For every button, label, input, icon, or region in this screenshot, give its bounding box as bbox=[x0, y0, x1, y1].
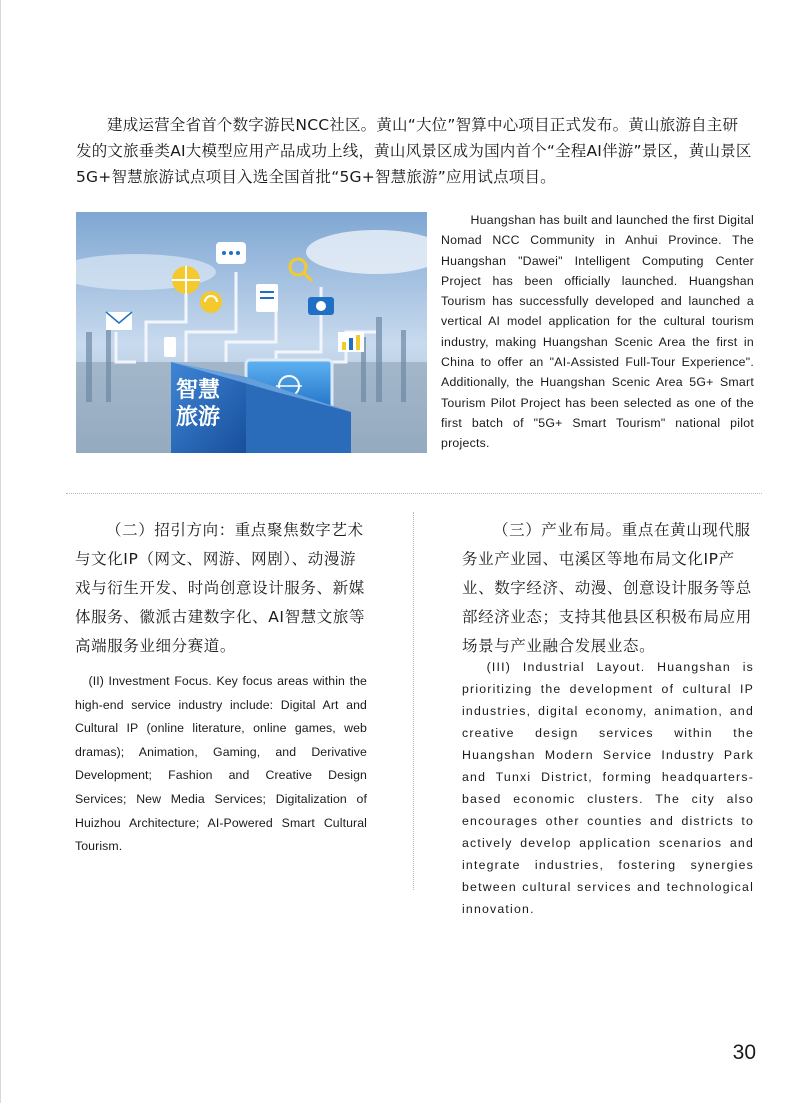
smart-tourism-illustration bbox=[76, 212, 427, 453]
document-icon bbox=[256, 284, 278, 312]
sign-text-line1: 智慧 bbox=[176, 378, 221, 403]
column-divider bbox=[413, 512, 414, 890]
investment-focus-chinese: （二）招引方向：重点聚焦数字艺术与文化IP（网文、网游、网剧）、动漫游戏与衍生开发、时尚创意设计服务、新媒体服务、徽派古建数字化、AI智慧文旅等高端服务业细分赛道。 bbox=[75, 521, 366, 655]
wifi-icon bbox=[200, 291, 222, 313]
industrial-layout-english: (III) Industrial Layout. Huangshan is prioritizing the development of cultural IP industries, digital economy, animation, and creative design services within the Huangshan Modern Service Industry Park and Tunxi District, forming headquarters-based economic clusters. The city also encourages other counties and districts to actively develop application scenarios and integrate industries, fostering synergies between cultural services and technological innovation. bbox=[462, 660, 754, 916]
industrial-layout-chinese: （三）产业布局。重点在黄山现代服务业产业园、屯溪区等地布局文化IP产业、数字经济、动漫、创意设计服务等总部经济业态；支持其他县区积极布局应用场景与产业融合发展业态。 bbox=[462, 521, 752, 655]
chart-icon bbox=[338, 332, 364, 352]
intro-paragraph-english: Huangshan has built and launched the first Digital Nomad NCC Community in Anhui Province. The Huangshan "Dawei" Intelligent Computing Center Project has been officially launched. Huangshan Tourism has successfully developed and launched a vertical AI model application for the cultural tourism industry, making Huangshan Scenic Area the first in China to offer an "AI-Assisted Full-Tour Experience". Additionally, the Huangshan Scenic Area 5G+ Smart Tourism Pilot Project has been selected as one of the first batch of "5G+ Smart Tourism" national pilot projects. bbox=[441, 213, 754, 451]
investment-focus-english: (II) Investment Focus. Key focus areas within the high-end service industry include: Digital Art and Cultural IP (online literature, online games, web dramas); Animation, Gaming, and Derivative Development; Fashion and Creative Design Services; New Media Services; Digitalization of Huizhou Architecture; AI-Powered Smart Cultural Tourism. bbox=[75, 674, 367, 854]
sign-text-line2: 旅游 bbox=[176, 405, 221, 430]
globe-icon bbox=[172, 266, 200, 294]
intro-paragraph-chinese: 建成运营全省首个数字游民NCC社区。黄山“大位”智算中心项目正式发布。黄山旅游自主研发的文旅垂类AI大模型应用产品成功上线，黄山风景区成为国内首个“全程AI伴游”景区，黄山景区5G+智慧旅游试点项目入选全国首批“5G+智慧旅游”应用试点项目。 bbox=[76, 116, 752, 186]
camera-icon bbox=[308, 297, 334, 315]
page-number: 30 bbox=[732, 1041, 756, 1064]
page-edge bbox=[0, 0, 1, 1103]
phone-icon bbox=[164, 337, 176, 357]
section-divider bbox=[66, 493, 762, 494]
mail-icon bbox=[106, 312, 132, 330]
chat-icon bbox=[216, 242, 246, 264]
